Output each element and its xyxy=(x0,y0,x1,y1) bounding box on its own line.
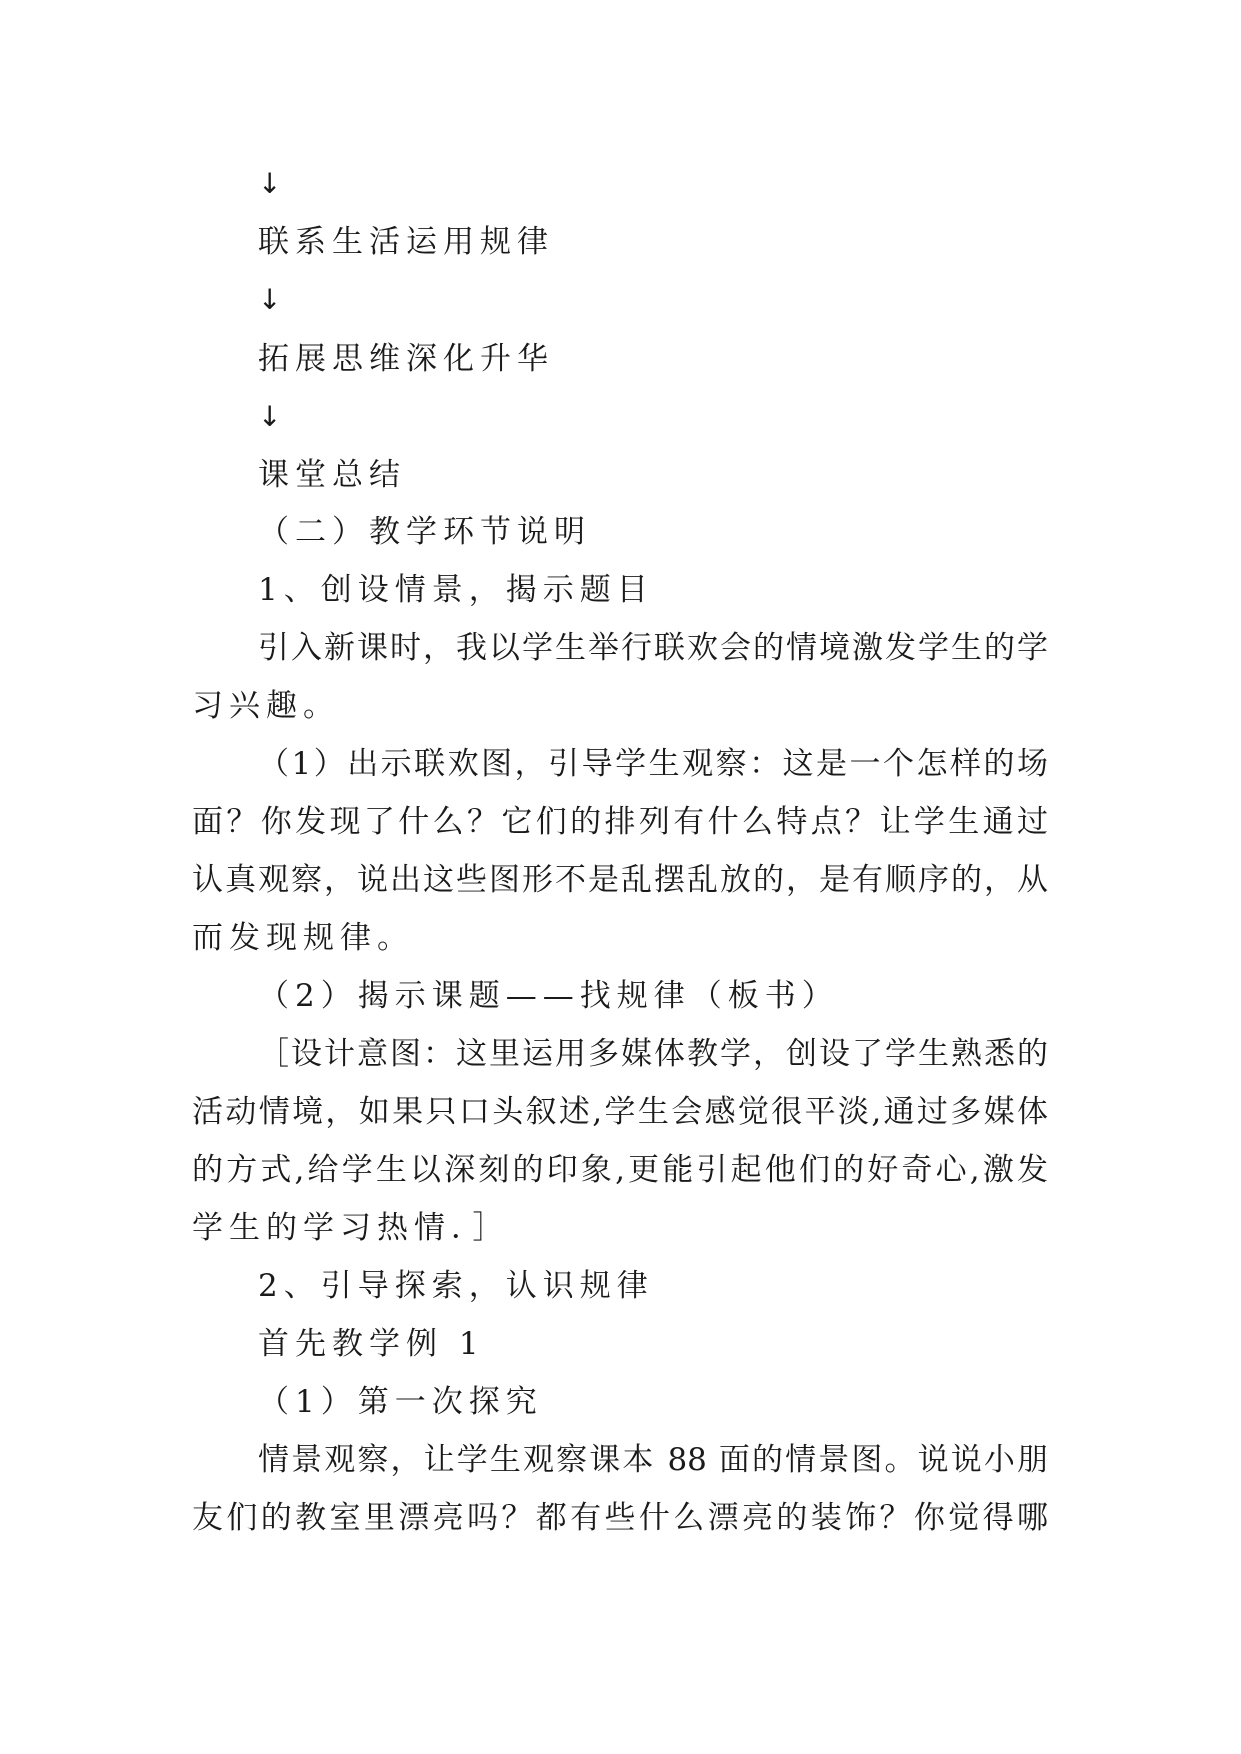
paragraph-line: 而发现规律。 xyxy=(192,920,414,956)
design-note-line: ［设计意图：这里运用多媒体教学，创设了学生熟悉的 xyxy=(258,1036,1048,1072)
flow-step-extend-thinking: 拓展思维深化升华 xyxy=(258,341,554,377)
paragraph-line: 情景观察，让学生观察课本 88 面的情景图。说说小朋 xyxy=(258,1442,1048,1478)
down-arrow-icon: ↓ xyxy=(258,400,282,433)
down-arrow-icon: ↓ xyxy=(258,283,282,316)
paragraph-line: 面？你发现了什么？它们的排列有什么特点？让学生通过 xyxy=(192,804,1048,840)
flow-step-apply-rules: 联系生活运用规律 xyxy=(258,224,554,260)
paragraph-line: 首先教学例 1 xyxy=(258,1326,485,1362)
design-note-line: 学生的学习热情．］ xyxy=(192,1210,510,1246)
paragraph-line: （1）第一次探究 xyxy=(258,1384,543,1420)
part-2-heading: 2、引导探索，认识规律 xyxy=(258,1268,654,1304)
paragraph-line: 习兴趣。 xyxy=(192,688,340,724)
paragraph-line: （1）出示联欢图，引导学生观察：这是一个怎样的场 xyxy=(258,746,1048,782)
paragraph-line: （2）揭示课题——找规律（板书） xyxy=(258,978,839,1014)
design-note-line: 活动情境，如果只口头叙述,学生会感觉很平淡,通过多媒体 xyxy=(192,1094,1048,1130)
paragraph-line: 认真观察，说出这些图形不是乱摆乱放的，是有顺序的，从 xyxy=(192,862,1048,898)
paragraph-line: 引入新课时，我以学生举行联欢会的情境激发学生的学 xyxy=(258,630,1048,666)
down-arrow-icon: ↓ xyxy=(258,167,282,200)
design-note-line: 的方式,给学生以深刻的印象,更能引起他们的好奇心,激发 xyxy=(192,1152,1048,1188)
paragraph-line: 友们的教室里漂亮吗？都有些什么漂亮的装饰？你觉得哪 xyxy=(192,1500,1048,1536)
flow-step-summary: 课堂总结 xyxy=(258,457,406,493)
part-1-heading: 1、创设情景，揭示题目 xyxy=(258,572,654,608)
section-heading: （二）教学环节说明 xyxy=(258,514,591,550)
